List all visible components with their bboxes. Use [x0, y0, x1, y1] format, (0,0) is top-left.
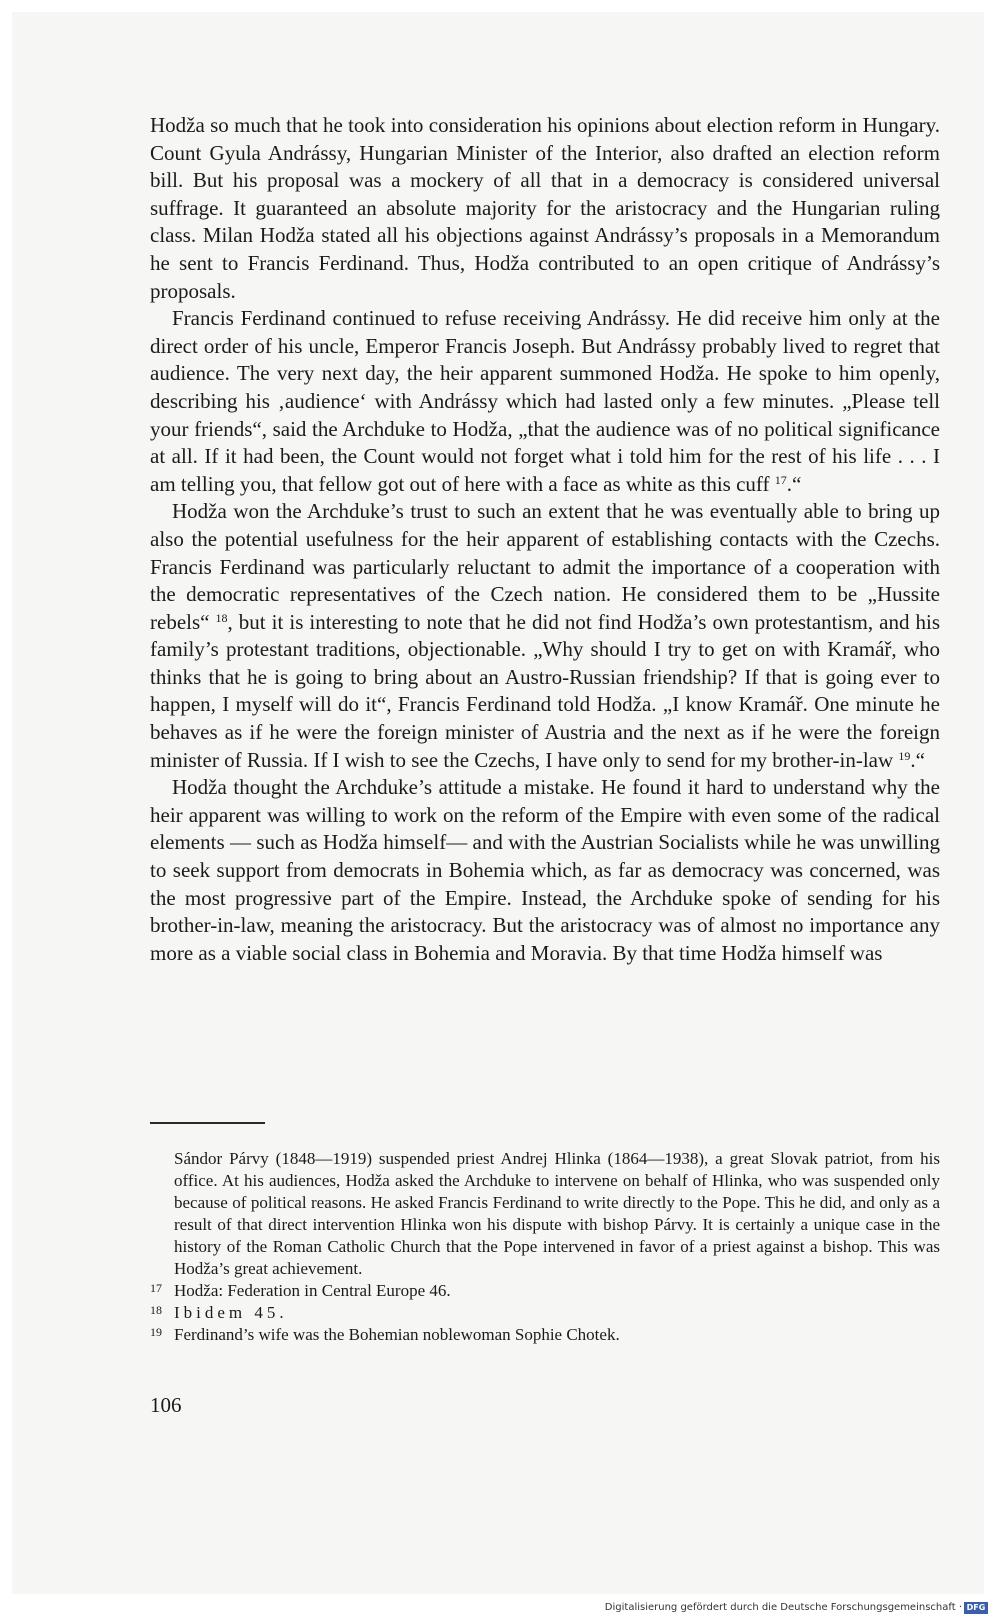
footnote-text: Ibidem 45.: [174, 1303, 288, 1322]
body-text: [150, 112, 940, 967]
footnote-number: 18: [150, 1303, 162, 1317]
footnote-number: 19: [150, 1325, 162, 1339]
footnote-number: 17: [150, 1281, 162, 1295]
footnote-divider: [150, 1122, 265, 1124]
footnote-continuation: Sándor Párvy (1848—1919) suspended priest Andrej Hlinka (1864—1938), a great Slovak patriot, from his office. At his audiences, Hodža asked the Archduke to intervene on behalf of Hlinka, who was suspended only because of political reasons. He asked Francis Ferdinand to write directly to the Pope. This he did, and only as a result of that direct intervention Hlinka won his dispute with bishop Párvy. It is certainly a unique case in the history of the Roman Catholic Church that the Pope intervened in favor of a priest against a bishop. This was Hodža’s great achievement.: [174, 1149, 940, 1278]
footnote-ref-19[interactable]: 19: [898, 748, 911, 763]
paragraph-2: Francis Ferdinand continued to refuse receiving Andrássy. He did receive him only at the direct order of his uncle, Emperor Francis Joseph. But Andrássy probably lived to regret that audience. The very next day, the heir apparent summoned Hodža. He spoke to him openly, describing his ‚audience‘ with Andrássy which had lasted only a few minutes. „Please tell your friends“, said the Archduke to Hodža, „that the audience was of no political significance at all. If it had been, the Count would not forget what i told him for the rest of his life . . . I am telling you, that fellow got out of here with a face as white as this cuff $^{17}$.“: [150, 306, 940, 496]
footnotes: [150, 1148, 940, 1346]
digitization-credit: Digitalisierung gefördert durch die Deutsche Forschungsgemeinschaft ·: [604, 1602, 962, 1613]
footnote-18: [150, 1302, 940, 1324]
dfg-logo: DFG: [964, 1602, 988, 1614]
footnote-text: Hodža: Federation in Central Europe 46.: [174, 1281, 451, 1300]
footnote-ref-17[interactable]: 17: [774, 472, 787, 487]
paragraph-3: Hodža won the Archduke’s trust to such an extent that he was eventually able to bring up also the potential usefulness for the heir apparent of establishing contacts with the Czechs. Francis Ferdinand was particularly reluctant to admit the importance of a cooperation with the democratic representatives of the Czech nation. He considered them to be „Hussite rebels“ $^{18}$, but it is interesting to note that he did not find Hodža’s own protestantism, and his family’s protestant traditions, objectionable. „Why should I try to get on with Kramář, who thinks that he is going to bring about an Austro-Russian friendship? If that is going ever to happen, I myself will do it“, Francis Ferdinand told Hodža. „I know Kramář. One minute he behaves as if he were the foreign minister of Austria and the next as if he were the foreign minister of Russia. If I wish to see the Czechs, I have only to send for my brother-in-law $^{19}$.“: [150, 499, 941, 772]
footnote-text: Ferdinand’s wife was the Bohemian noblewoman Sophie Chotek.: [174, 1325, 620, 1344]
paragraph-1: Hodža so much that he took into consideration his opinions about election reform in Hungary. Count Gyula Andrássy, Hungarian Minister of the Interior, also drafted an election reform bill. But his proposal was a mockery of all that in a democracy is considered universal suffrage. It guaranteed an absolute majority for the aristocracy and the Hungarian ruling class. Milan Hodža stated all his objections against Andrássy’s proposals in a Memorandum he sent to Francis Ferdinand. Thus, Hodža contributed to an open critique of Andrássy’s proposals.: [150, 113, 940, 303]
footnote-19: [150, 1324, 940, 1346]
page-number: 106: [150, 1393, 182, 1417]
footnote-17: [150, 1280, 940, 1302]
footnote-ref-18[interactable]: 18: [215, 610, 228, 625]
paragraph-4: Hodža thought the Archduke’s attitude a mistake. He found it hard to understand why the heir apparent was willing to work on the reform of the Empire with even some of the radical elements — such as Hodža himself— and with the Austrian Socialists while he was unwilling to seek support from democrats in Bohemia which, as far as democracy was concerned, was the most progressive part of the Empire. Instead, the Archduke spoke of sending for his brother-in-law, meaning the aristocracy. But the aristocracy was of almost no importance any more as a viable social class in Bohemia and Moravia. By that time Hodža himself was: [150, 775, 940, 965]
